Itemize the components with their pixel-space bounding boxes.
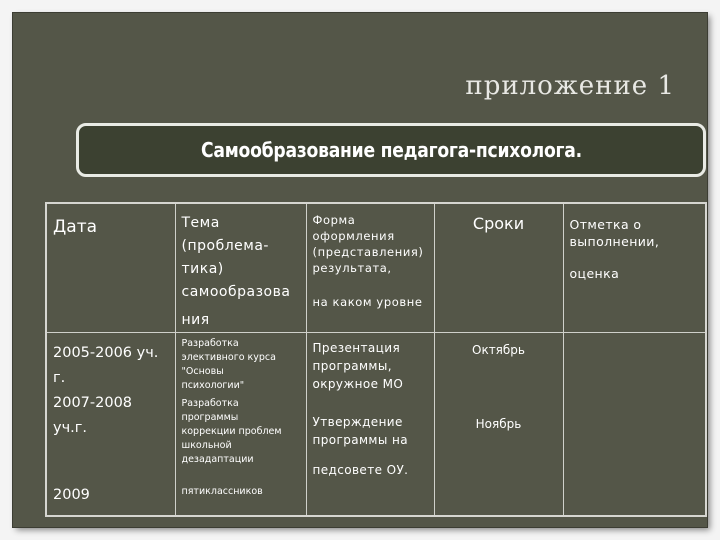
mark-body-cell <box>563 333 706 516</box>
header-form-level: на каком уровне <box>312 295 423 309</box>
term-body-cell <box>434 333 563 516</box>
title-box <box>76 123 706 177</box>
theme-item-2 <box>182 397 300 467</box>
theme-body-cell <box>175 333 306 516</box>
header-row <box>46 203 706 333</box>
form-body-cell <box>306 333 434 516</box>
theme-item-1 <box>182 337 300 393</box>
appendix-label: приложение 1 <box>465 71 675 101</box>
header-mark <box>570 216 700 250</box>
theme-line: психологии" <box>181 380 245 391</box>
header-theme-line: тика) <box>181 261 224 277</box>
header-form-line: Форма <box>312 213 356 227</box>
theme-line: "Основы <box>181 366 224 377</box>
form-line: окружное МО <box>312 377 404 391</box>
year-2009: 2009 <box>53 487 90 503</box>
term-october: Октябрь <box>472 343 525 357</box>
form-line: программы, <box>312 359 392 373</box>
header-theme-line: самообразова <box>181 284 291 300</box>
header-term-cell <box>434 203 563 333</box>
year-line: уч.г. <box>53 420 87 436</box>
term-november: Ноябрь <box>475 417 522 431</box>
header-theme <box>182 212 300 332</box>
theme-line: Разработка <box>181 398 239 409</box>
header-form-line: (представления) <box>312 245 424 259</box>
theme-line: Разработка <box>181 338 239 349</box>
theme-line: дезадаптации <box>181 454 254 465</box>
header-theme-cell <box>175 203 306 333</box>
theme-line: элективного курса <box>181 352 276 363</box>
form-item-2 <box>313 413 428 449</box>
form-line: программы на <box>312 433 408 447</box>
theme-item-3: пятиклассников <box>181 486 263 497</box>
years-cell <box>46 333 175 516</box>
form-line: Презентация <box>312 341 401 355</box>
form-item-1 <box>313 339 428 393</box>
header-mark-grade: оценка <box>569 266 620 281</box>
header-form-line: результата, <box>312 261 392 275</box>
header-form-cell <box>306 203 434 333</box>
header-theme-line: Тема <box>181 215 220 231</box>
body-row <box>46 333 706 516</box>
theme-line: программы <box>181 412 239 423</box>
header-theme-line: ния <box>181 312 210 328</box>
header-form <box>313 212 428 276</box>
year-line: г. <box>53 370 66 386</box>
form-item-3: педсовете ОУ. <box>312 463 409 477</box>
theme-line: коррекции проблем <box>181 426 282 437</box>
year-line: 2005-2006 уч. <box>53 345 159 361</box>
header-date-cell <box>46 203 175 333</box>
year-line: 2007-2008 <box>53 395 133 411</box>
header-date: Дата <box>53 217 98 237</box>
header-mark-line: Отметка о <box>569 217 642 232</box>
header-mark-line: выполнении, <box>569 234 660 249</box>
header-term: Сроки <box>472 214 525 233</box>
self-education-table <box>45 202 707 517</box>
page-title: Самообразование педагога-психолога. <box>200 138 582 162</box>
header-form-line: оформления <box>312 229 395 243</box>
years-list <box>53 341 169 441</box>
header-theme-line: (проблема- <box>181 238 269 254</box>
theme-line: школьной <box>181 440 232 451</box>
header-mark-cell <box>563 203 706 333</box>
form-line: Утверждение <box>312 415 403 429</box>
